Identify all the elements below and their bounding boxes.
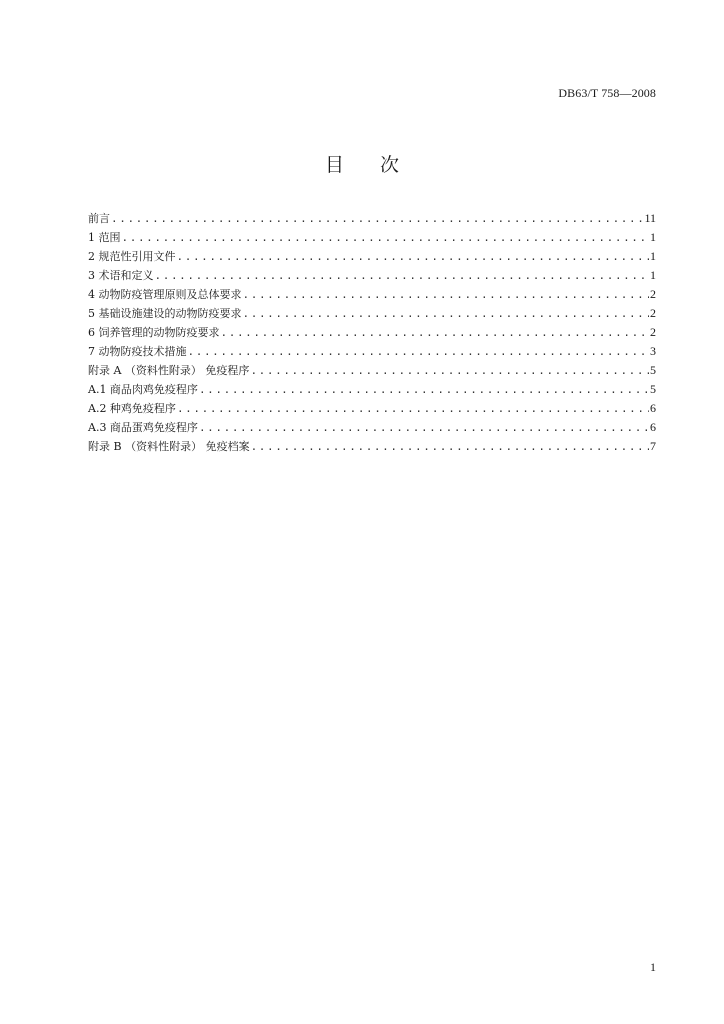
toc-entry-a3[interactable] — [88, 418, 656, 437]
toc-entry-infrastructure[interactable] — [88, 304, 656, 323]
toc-list — [88, 209, 656, 456]
toc-entry-label: 5 基础设施建设的动物防疫要求 — [88, 307, 242, 320]
toc-entry-label: 1 范围 — [88, 231, 121, 244]
toc-dot-leader — [177, 399, 649, 418]
toc-entry-appendix-b[interactable] — [88, 437, 656, 456]
toc-title-part1: 目 — [324, 154, 344, 176]
toc-entry-page: 2 — [650, 287, 656, 301]
toc-title — [0, 150, 724, 177]
toc-dot-leader — [122, 228, 650, 247]
toc-entry-page: 11 — [644, 211, 656, 225]
toc-entry-page: 6 — [650, 401, 656, 415]
toc-entry-scope[interactable] — [88, 228, 656, 247]
toc-entry-a1[interactable] — [88, 380, 656, 399]
toc-dot-leader — [111, 209, 643, 228]
toc-entry-label: 2 规范性引用文件 — [88, 250, 176, 263]
toc-dot-leader — [155, 266, 650, 285]
document-code: DB63/T 758—2008 — [558, 86, 656, 100]
toc-entry-page: 2 — [650, 325, 656, 339]
toc-title-part2: 次 — [380, 154, 400, 176]
toc-entry-label: 4 动物防疫管理原则及总体要求 — [88, 288, 242, 301]
toc-dot-leader — [188, 342, 650, 361]
toc-dot-leader — [177, 247, 650, 266]
toc-dot-leader — [221, 323, 650, 342]
toc-entry-page: 6 — [650, 420, 656, 434]
toc-entry-page: 5 — [650, 382, 656, 396]
toc-entry-foreword[interactable] — [88, 209, 656, 228]
toc-entry-label: 7 动物防疫技术措施 — [88, 345, 187, 358]
toc-entry-page: 1 — [650, 268, 656, 282]
toc-entry-terms[interactable] — [88, 266, 656, 285]
toc-dot-leader — [251, 437, 649, 456]
toc-dot-leader — [250, 361, 649, 380]
toc-entry-label: A.2 种鸡免疫程序 — [88, 402, 176, 415]
toc-entry-page: 1 — [650, 249, 656, 263]
toc-entry-page: 2 — [650, 306, 656, 320]
toc-entry-label: 6 饲养管理的动物防疫要求 — [88, 326, 220, 339]
toc-entry-page: 7 — [650, 439, 656, 453]
toc-dot-leader — [199, 380, 649, 399]
toc-entry-label: 附录 A （资料性附录） 免疫程序 — [88, 364, 250, 377]
toc-entry-label: 附录 B （资料性附录） 免疫档案 — [88, 440, 250, 453]
toc-entry-husbandry[interactable] — [88, 323, 656, 342]
toc-entry-normative-references[interactable] — [88, 247, 656, 266]
toc-dot-leader — [243, 285, 650, 304]
toc-entry-label: A.3 商品蛋鸡免疫程序 — [88, 421, 198, 434]
toc-entry-label: 前言 — [88, 212, 110, 225]
toc-entry-appendix-a[interactable] — [88, 361, 656, 380]
toc-dot-leader — [199, 418, 649, 437]
toc-entry-page: 3 — [650, 344, 656, 358]
toc-entry-technical-measures[interactable] — [88, 342, 656, 361]
toc-dot-leader — [243, 304, 650, 323]
toc-entry-a2[interactable] — [88, 399, 656, 418]
toc-entry-page: 5 — [650, 363, 656, 377]
page-number: 1 — [650, 960, 656, 974]
toc-entry-label: 3 术语和定义 — [88, 269, 154, 282]
toc-entry-label: A.1 商品肉鸡免疫程序 — [88, 383, 198, 396]
toc-entry-page: 1 — [650, 230, 656, 244]
toc-entry-principles[interactable] — [88, 285, 656, 304]
